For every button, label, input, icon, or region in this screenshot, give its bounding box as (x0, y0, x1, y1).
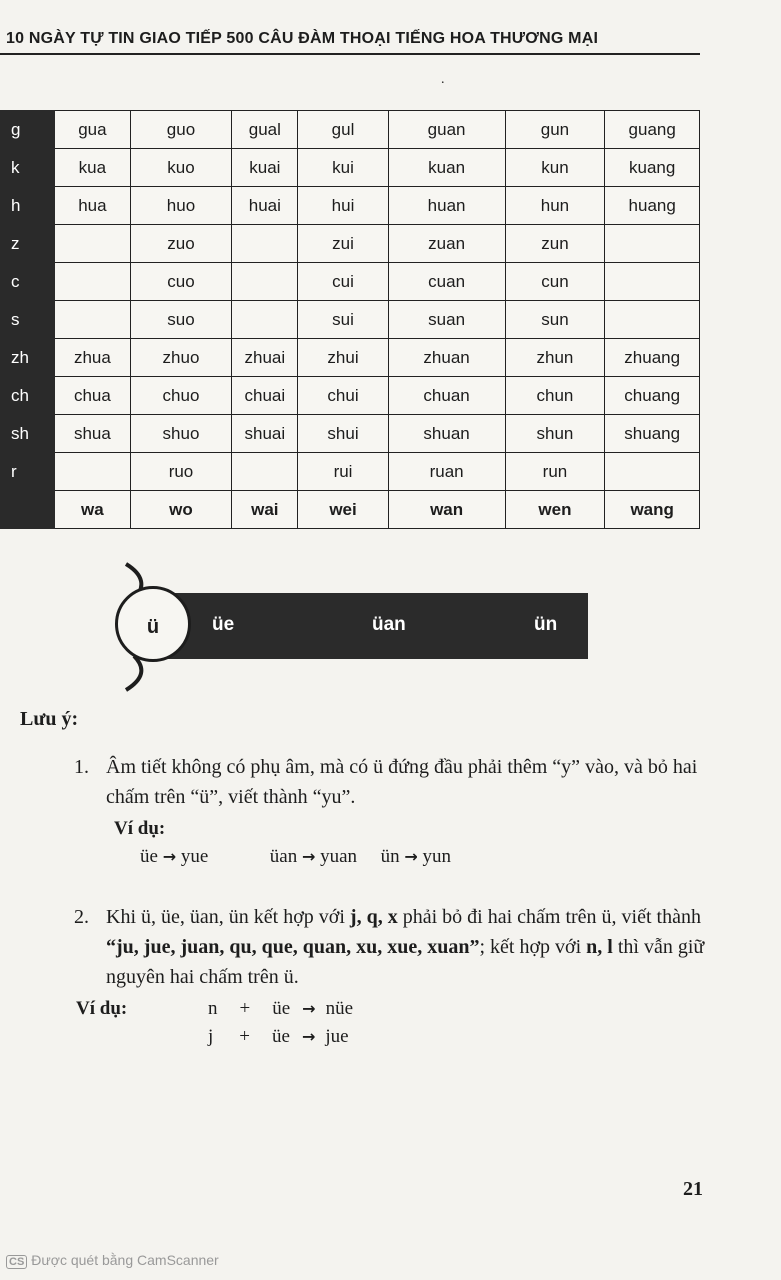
syllable-cell: wen (505, 491, 605, 529)
camscanner-badge-icon: CS (6, 1255, 27, 1269)
initial-cell: r (1, 453, 55, 491)
table-row (1, 263, 700, 301)
syllable-cell: huang (605, 187, 700, 225)
syllable-cell (55, 263, 131, 301)
camscanner-watermark: CS Được quét bằng CamScanner (6, 1252, 219, 1269)
syllable-cell: zui (298, 225, 388, 263)
syllable-cell: hun (505, 187, 605, 225)
note-1-example-label: Ví dụ: (114, 818, 166, 839)
page-number: 21 (683, 1178, 703, 1200)
table-row (1, 339, 700, 377)
umlaut-finals-bar (158, 593, 588, 659)
note-1-number: 1. (74, 756, 89, 778)
syllable-cell: kuang (605, 149, 700, 187)
stray-dot: . (441, 72, 445, 87)
syllable-cell: cui (298, 263, 388, 301)
syllable-cell: huo (130, 187, 232, 225)
syllable-cell: gul (298, 111, 388, 149)
syllable-cell (232, 225, 298, 263)
syllable-cell: run (505, 453, 605, 491)
syllable-cell: chuang (605, 377, 700, 415)
syllable-cell: kun (505, 149, 605, 187)
arrow-right-icon: → (162, 847, 177, 866)
syllable-cell: shua (55, 415, 131, 453)
initial-cell: ch (1, 377, 55, 415)
arrow-right-icon: → (301, 847, 316, 866)
syllable-cell (605, 453, 700, 491)
syllable-cell (55, 453, 131, 491)
final-ue: üe (212, 614, 235, 635)
table-row (1, 415, 700, 453)
syllable-cell: cun (505, 263, 605, 301)
header-rule (0, 53, 700, 55)
initial-cell: c (1, 263, 55, 301)
syllable-cell: zhui (298, 339, 388, 377)
table-row (1, 225, 700, 263)
table-row (1, 453, 700, 491)
initial-cell (1, 491, 55, 529)
syllable-cell: cuo (130, 263, 232, 301)
note-2-text: Khi ü, üe, üan, ün kết hợp với j, q, x phải bỏ đi hai chấm trên ü, viết thành “ju, jue, juan, qu, que, quan, xu, xue, xuan”; kết hợp với n, l thì vẫn giữ nguyên hai chấm trên ü. (106, 906, 705, 988)
initial-cell: s (1, 301, 55, 339)
syllable-cell: cuan (388, 263, 505, 301)
note-2-example-row-2: j + üe → jue (208, 1026, 349, 1047)
note-2-number: 2. (74, 906, 89, 928)
arrow-right-icon: → (301, 1027, 316, 1046)
syllable-cell: kui (298, 149, 388, 187)
syllable-cell: kua (55, 149, 131, 187)
table-row (1, 149, 700, 187)
syllable-cell: zhun (505, 339, 605, 377)
syllable-cell: shuan (388, 415, 505, 453)
initial-cell: h (1, 187, 55, 225)
syllable-cell: chuo (130, 377, 232, 415)
syllable-cell: chuan (388, 377, 505, 415)
syllable-cell (605, 225, 700, 263)
note-2-example-row-1: n + üe → nüe (208, 998, 353, 1019)
note-1-examples: üe → yue üan → yuan ün → yun (140, 846, 451, 867)
syllable-cell: guan (388, 111, 505, 149)
table-row (1, 377, 700, 415)
initial-cell: k (1, 149, 55, 187)
syllable-cell: wo (130, 491, 232, 529)
syllable-cell: wai (232, 491, 298, 529)
syllable-cell: wei (298, 491, 388, 529)
syllable-cell (232, 453, 298, 491)
syllable-cell: rui (298, 453, 388, 491)
arrow-right-icon: → (302, 999, 316, 1018)
syllable-cell: huan (388, 187, 505, 225)
syllable-cell: kuo (130, 149, 232, 187)
syllable-cell: shuo (130, 415, 232, 453)
syllable-cell: kuai (232, 149, 298, 187)
syllable-cell: wan (388, 491, 505, 529)
syllable-cell (232, 263, 298, 301)
syllable-cell: hui (298, 187, 388, 225)
syllable-cell: gua (55, 111, 131, 149)
syllable-cell: zhuan (388, 339, 505, 377)
table-row (1, 111, 700, 149)
syllable-cell (232, 301, 298, 339)
syllable-cell (605, 301, 700, 339)
syllable-cell: gual (232, 111, 298, 149)
syllable-cell: kuan (388, 149, 505, 187)
table-row (1, 301, 700, 339)
syllable-cell: suan (388, 301, 505, 339)
final-uan: üan (372, 614, 406, 635)
syllable-cell: hua (55, 187, 131, 225)
syllable-cell: ruo (130, 453, 232, 491)
syllable-cell: chuai (232, 377, 298, 415)
syllable-cell: zuan (388, 225, 505, 263)
syllable-cell: guang (605, 111, 700, 149)
syllable-cell: guo (130, 111, 232, 149)
note-2-example-label: Ví dụ: (76, 998, 128, 1019)
arrow-right-icon: → (404, 847, 418, 866)
syllable-cell: zhua (55, 339, 131, 377)
final-un: ün (534, 614, 558, 635)
umlaut-circle: ü (115, 586, 191, 662)
syllable-cell: wang (605, 491, 700, 529)
syllable-cell: chua (55, 377, 131, 415)
table-row (1, 187, 700, 225)
syllable-cell: sui (298, 301, 388, 339)
syllable-cell (605, 263, 700, 301)
syllable-cell: shun (505, 415, 605, 453)
syllable-cell: shui (298, 415, 388, 453)
syllable-cell (55, 301, 131, 339)
initial-cell: g (1, 111, 55, 149)
syllable-cell (55, 225, 131, 263)
initial-cell: zh (1, 339, 55, 377)
syllable-cell: sun (505, 301, 605, 339)
syllable-cell: wa (55, 491, 131, 529)
note-1-text: Âm tiết không có phụ âm, mà có ü đứng đầu phải thêm “y” vào, và bỏ hai chấm trên “ü”, viết thành “yu”. (106, 756, 698, 808)
syllable-cell: zhuo (130, 339, 232, 377)
syllable-cell: zhuang (605, 339, 700, 377)
table-row (1, 491, 700, 529)
syllable-cell: ruan (388, 453, 505, 491)
syllable-cell: zun (505, 225, 605, 263)
syllable-cell: zhuai (232, 339, 298, 377)
syllable-cell: zuo (130, 225, 232, 263)
syllable-cell: chun (505, 377, 605, 415)
note-title: Lưu ý: (20, 708, 79, 730)
syllable-cell: suo (130, 301, 232, 339)
syllable-cell: chui (298, 377, 388, 415)
running-header: 10 NGÀY TỰ TIN GIAO TIẾP 500 CÂU ĐÀM THOẠI TIẾNG HOA THƯƠNG MẠI (6, 30, 599, 47)
pinyin-table (0, 110, 700, 529)
syllable-cell: shuang (605, 415, 700, 453)
syllable-cell: huai (232, 187, 298, 225)
syllable-cell: shuai (232, 415, 298, 453)
initial-cell: z (1, 225, 55, 263)
syllable-cell: gun (505, 111, 605, 149)
initial-cell: sh (1, 415, 55, 453)
